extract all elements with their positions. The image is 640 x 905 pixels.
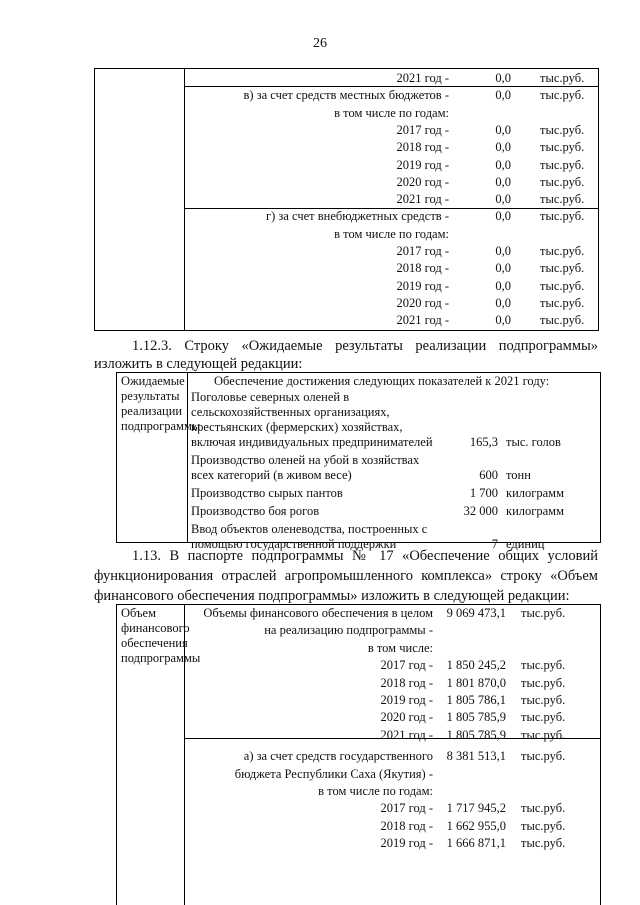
row-label: в том числе: <box>367 640 433 655</box>
row-value: 0,0 <box>495 295 511 310</box>
item-text: включая индивидуальных предпринимателей <box>191 435 433 449</box>
row-unit: тыс.руб. <box>540 192 585 207</box>
row-value: 0,0 <box>495 88 511 103</box>
label-line: результаты <box>121 389 180 403</box>
label-line: Объем <box>121 606 156 620</box>
table-row <box>184 208 599 225</box>
row-label: г) за счет внебюджетных средств - <box>266 209 449 224</box>
item-unit: килограмм <box>506 486 564 500</box>
row-unit: тыс.руб. <box>521 710 566 725</box>
row-unit: тыс.руб. <box>540 157 585 172</box>
table-row <box>184 139 599 156</box>
row-value: 0,0 <box>495 140 511 155</box>
label-line: обеспечения <box>121 636 188 650</box>
table-row <box>184 657 601 674</box>
row-value: 1 801 870,0 <box>446 675 506 690</box>
table-row <box>184 70 599 87</box>
row-label: 2018 год - <box>396 140 449 155</box>
row-unit: тыс.руб. <box>521 606 566 620</box>
row-label: 2021 год - <box>396 71 449 85</box>
item-text: Производство сырых пантов <box>191 486 343 500</box>
row-value: 1 805 786,1 <box>446 693 506 707</box>
row-unit: тыс.руб. <box>540 261 585 276</box>
label-line: подпрограммы <box>121 651 201 665</box>
row-value: 0,0 <box>495 209 511 224</box>
row-unit: тыс.руб. <box>521 749 566 764</box>
table-row <box>184 122 599 139</box>
item-unit: единиц <box>506 537 545 551</box>
item-text: крестьянских (фермерских) хозяйствах, <box>191 420 403 434</box>
row-value: 8 381 513,1 <box>446 749 506 764</box>
row-label: 2018 год - <box>396 261 449 276</box>
row-label: в том числе по годам: <box>334 226 449 241</box>
table-row <box>184 226 599 243</box>
row-label: 2017 год - <box>396 244 449 258</box>
row-label: бюджета Республики Саха (Якутия) - <box>234 766 433 781</box>
item-value: 600 <box>479 468 498 482</box>
row-value: 1 805 785,9 <box>446 727 506 742</box>
row-value: 0,0 <box>495 313 511 328</box>
paragraph-expected-results <box>94 336 598 356</box>
item-text: Производство боя рогов <box>191 504 320 518</box>
page-number: 26 <box>313 36 327 51</box>
row-value: 1 662 955,0 <box>446 818 506 833</box>
row-unit: тыс.руб. <box>540 122 585 137</box>
row-value: 0,0 <box>495 261 511 276</box>
row-label: 2019 год - <box>380 836 433 851</box>
row-value: 0,0 <box>495 192 511 207</box>
label-line: Ожидаемые <box>121 374 185 388</box>
table-row <box>184 675 601 692</box>
row-unit: тыс.руб. <box>540 244 585 258</box>
row-value: 1 717 945,2 <box>446 801 506 816</box>
row-value: 0,0 <box>495 71 511 85</box>
row-value: 0,0 <box>495 122 511 137</box>
row-value: 1 805 785,9 <box>446 710 506 725</box>
table-row <box>184 312 599 329</box>
row-unit: тыс.руб. <box>540 71 585 85</box>
row-label: 2017 год - <box>380 801 433 816</box>
item-text: Производство оленей на убой в хозяйствах <box>191 453 420 467</box>
table-row <box>184 260 599 277</box>
row-label: на реализацию подпрограммы - <box>264 623 433 638</box>
table-row <box>184 709 601 726</box>
row-value: 0,0 <box>495 278 511 293</box>
row-label: 2021 год - <box>380 727 433 742</box>
item-value: 7 <box>491 537 498 551</box>
table-row <box>184 800 601 817</box>
row-label: 2019 год - <box>396 157 449 172</box>
table-row <box>184 191 599 208</box>
table-row <box>184 157 599 174</box>
row-label: в том числе по годам: <box>318 784 433 798</box>
row-value: 0,0 <box>495 174 511 189</box>
row-label: 2020 год - <box>380 710 433 725</box>
paragraph-line: 1.13. В паспорте подпрограммы № 17 «Обеспечение общих условий <box>132 548 598 564</box>
row-unit: тыс.руб. <box>540 88 585 103</box>
row-label: 2018 год - <box>380 675 433 690</box>
table-row <box>184 87 599 104</box>
row-label: Объемы финансового обеспечения в целом <box>203 606 433 620</box>
row-label: 2021 год - <box>396 192 449 207</box>
table-header: Обеспечение достижения следующих показателей к 2021 году: <box>214 374 550 388</box>
label-line: реализации <box>121 404 183 418</box>
item-text: сельскохозяйственных организациях, <box>191 405 390 419</box>
row-label: 2020 год - <box>396 174 449 189</box>
table-row <box>184 605 601 622</box>
row-unit: тыс.руб. <box>521 727 566 742</box>
row-label: 2020 год - <box>396 295 449 310</box>
item-text: Ввод объектов оленеводства, построенных с <box>191 522 428 536</box>
row-value: 0,0 <box>495 157 511 172</box>
table-row <box>184 766 601 783</box>
table-row <box>184 748 601 765</box>
row-value: 1 666 871,1 <box>446 836 506 851</box>
paragraph-line-text: изложить в следующей редакции: <box>94 356 303 372</box>
paragraph-line: функционирования отраслей агропромышленного комплекса» строку «Объем <box>94 568 598 584</box>
row-unit: тыс.руб. <box>521 836 566 851</box>
row-unit: тыс.руб. <box>540 295 585 310</box>
table-row <box>184 640 601 657</box>
row-unit: тыс.руб. <box>540 278 585 293</box>
row-label: 2017 год - <box>380 658 433 673</box>
row-label: а) за счет средств государственного <box>243 749 433 764</box>
item-unit: килограмм <box>506 504 564 518</box>
item-text: всех категорий (в живом весе) <box>191 468 352 482</box>
item-value: 1 700 <box>469 486 498 500</box>
table-left-label <box>121 374 200 434</box>
paragraph-line: финансового обеспечения подпрограммы» изложить в следующей редакции: <box>94 588 570 604</box>
item-value: 165,3 <box>469 435 498 449</box>
item-text: помощью государственной поддержки <box>191 537 397 551</box>
table-row <box>184 622 601 639</box>
table-row <box>184 783 601 800</box>
row-label: в том числе по годам: <box>334 105 449 120</box>
row-unit: тыс.руб. <box>521 658 566 673</box>
table-row <box>184 727 601 744</box>
row-label: 2017 год - <box>396 122 449 137</box>
item-unit: тонн <box>506 468 531 482</box>
row-value: 1 850 245,2 <box>446 658 506 673</box>
row-label: 2019 год - <box>396 278 449 293</box>
table-row <box>184 243 599 260</box>
table-row <box>184 278 599 295</box>
row-unit: тыс.руб. <box>540 140 585 155</box>
paragraph-line: 1.12.3. Строку «Ожидаемые результаты реализации подпрограммы» <box>132 338 598 354</box>
table-row <box>184 818 601 835</box>
row-unit: тыс.руб. <box>540 174 585 189</box>
row-value: 0,0 <box>495 244 511 258</box>
item-value: 32 000 <box>463 504 498 518</box>
row-unit: тыс.руб. <box>521 675 566 690</box>
row-unit: тыс.руб. <box>540 313 585 328</box>
row-unit: тыс.руб. <box>521 818 566 833</box>
paragraph-line <box>94 354 598 374</box>
table-row <box>184 692 601 709</box>
row-unit: тыс.руб. <box>521 801 566 816</box>
row-label: 2019 год - <box>380 693 433 707</box>
row-unit: тыс.руб. <box>540 209 585 224</box>
table-row <box>184 174 599 191</box>
row-value: 9 069 473,1 <box>446 606 506 620</box>
item-text: Поголовье северных оленей в <box>191 390 350 404</box>
item-unit: тыс. голов <box>506 435 561 449</box>
table-row <box>184 105 599 122</box>
label-line: финансового <box>121 621 190 635</box>
row-label: в) за счет средств местных бюджетов - <box>243 88 449 103</box>
paragraph-passport <box>94 546 598 606</box>
row-unit: тыс.руб. <box>521 693 566 707</box>
row-label: 2021 год - <box>396 313 449 328</box>
row-label: 2018 год - <box>380 818 433 833</box>
table-row <box>184 295 599 312</box>
label-line: подпрограммы <box>121 419 201 433</box>
table-row <box>184 835 601 852</box>
